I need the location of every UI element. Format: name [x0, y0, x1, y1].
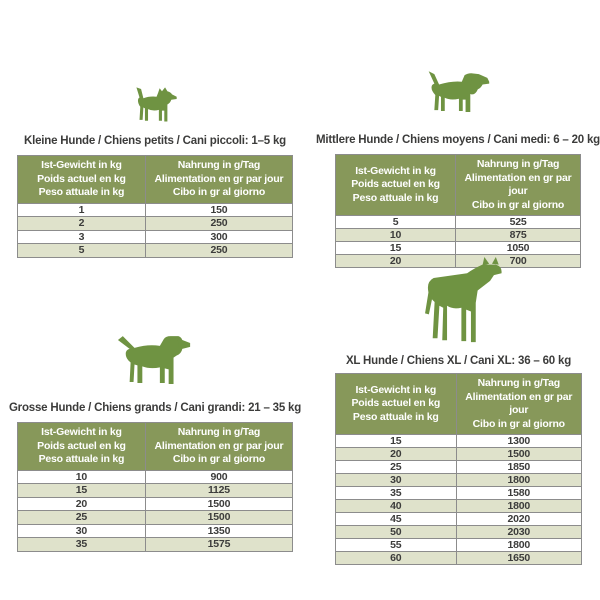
- header-line: Ist-Gewicht in kg: [355, 164, 436, 177]
- large-dogs-feeding-table: [17, 422, 293, 552]
- header-line: Cibo in gr al giorno: [172, 453, 266, 465]
- table-header-row: [336, 374, 582, 435]
- table-row: [336, 229, 581, 242]
- header-line: Alimentation en gr par jour: [465, 390, 573, 416]
- medium-dogs-feeding-table: [335, 154, 581, 268]
- table-row: [18, 524, 293, 538]
- large-dogs-title: Grosse Hunde / Chiens grands / Cani grandi: 21 – 35 kg: [8, 402, 302, 414]
- weight-cell: 40: [336, 500, 457, 513]
- weight-column-header: [18, 156, 146, 204]
- table-row: [336, 448, 582, 461]
- table-row: [18, 217, 293, 231]
- xl-dogs-title: XL Hunde / Chiens XL / Cani XL: 36 – 60 kg: [345, 355, 572, 367]
- header-line: Cibo in gr al giorno: [472, 417, 565, 430]
- table-row: [18, 538, 293, 552]
- xl-dog-icon-svg: [412, 257, 506, 345]
- food-column-header: [145, 423, 292, 471]
- header-line: Alimentation en gr par jour: [154, 439, 284, 452]
- medium-dogs-section: [316, 70, 600, 268]
- medium-dog-icon-svg: [423, 70, 493, 118]
- xl-dogs-section: [335, 257, 582, 565]
- weight-cell: 15: [18, 484, 146, 498]
- food-amount-cell: 2030: [456, 526, 581, 539]
- weight-cell: 15: [336, 242, 456, 255]
- table-row: [336, 474, 582, 487]
- weight-cell: 35: [336, 487, 457, 500]
- food-amount-cell: 1050: [456, 242, 581, 255]
- header-line: Peso attuale in kg: [352, 410, 439, 423]
- food-amount-cell: 1500: [145, 511, 292, 525]
- header-line: Nahrung in g/Tag: [476, 158, 560, 170]
- weight-cell: 50: [336, 526, 457, 539]
- xl-dog-icon: [412, 257, 506, 345]
- weight-cell: 45: [336, 513, 457, 526]
- food-column-header: [456, 155, 581, 216]
- food-amount-cell: 1575: [145, 538, 292, 552]
- table-row: [336, 242, 581, 255]
- food-amount-cell: 250: [145, 217, 292, 231]
- weight-cell: 20: [18, 497, 146, 511]
- food-amount-cell: 1580: [456, 487, 581, 500]
- food-amount-cell: 1500: [456, 448, 581, 461]
- header-line: Ist-Gewicht in kg: [355, 383, 437, 396]
- food-amount-cell: 250: [145, 244, 292, 258]
- table-row: [336, 487, 582, 500]
- table-row: [336, 513, 582, 526]
- table-row: [336, 539, 582, 552]
- food-amount-cell: 875: [456, 229, 581, 242]
- weight-cell: 3: [18, 230, 146, 244]
- header-line: Poids actuel en kg: [37, 172, 126, 185]
- table-header-row: [18, 423, 293, 471]
- table-row: [18, 484, 293, 498]
- food-amount-cell: 900: [145, 470, 292, 484]
- table-row: [18, 511, 293, 525]
- weight-cell: 20: [336, 255, 456, 268]
- table-row: [336, 435, 582, 448]
- header-line: Nahrung in g/Tag: [177, 159, 261, 171]
- header-line: Alimentation en gr par jour: [154, 172, 284, 185]
- weight-column-header: [336, 374, 457, 435]
- weight-cell: 15: [336, 435, 457, 448]
- weight-cell: 1: [18, 203, 146, 217]
- small-dog-icon-svg: [131, 84, 179, 128]
- weight-cell: 25: [18, 511, 146, 525]
- header-line: Cibo in gr al giorno: [471, 198, 565, 211]
- header-line: Ist-Gewicht in kg: [41, 159, 122, 171]
- food-amount-cell: 700: [456, 255, 581, 268]
- food-column-header: [456, 374, 581, 435]
- large-dog-icon-svg: [115, 333, 195, 392]
- table-row: [18, 470, 293, 484]
- header-line: Peso attuale in kg: [352, 191, 439, 204]
- weight-cell: 10: [18, 470, 146, 484]
- weight-column-header: [336, 155, 456, 216]
- food-amount-cell: 1800: [456, 500, 581, 513]
- weight-cell: 5: [18, 244, 146, 258]
- weight-cell: 20: [336, 448, 457, 461]
- weight-cell: 35: [18, 538, 146, 552]
- weight-cell: 10: [336, 229, 456, 242]
- table-row: [336, 552, 582, 565]
- header-line: Cibo in gr al giorno: [172, 186, 266, 198]
- weight-cell: 30: [18, 524, 146, 538]
- food-amount-cell: 300: [145, 230, 292, 244]
- large-dogs-section: [8, 332, 302, 552]
- weight-cell: 25: [336, 461, 457, 474]
- xl-dogs-feeding-table: [335, 373, 582, 565]
- food-amount-cell: 1500: [145, 497, 292, 511]
- header-line: Peso attuale in kg: [38, 186, 125, 198]
- header-line: Poids actuel en kg: [37, 439, 126, 452]
- table-row: [336, 461, 582, 474]
- weight-cell: 2: [18, 217, 146, 231]
- food-amount-cell: 1350: [145, 524, 292, 538]
- food-amount-cell: 2020: [456, 513, 581, 526]
- header-line: Peso attuale in kg: [38, 453, 125, 465]
- large-dog-icon: [115, 332, 195, 392]
- table-row: [336, 500, 582, 513]
- header-line: Poids actuel en kg: [351, 178, 440, 191]
- food-amount-cell: 1850: [456, 461, 581, 474]
- food-amount-cell: 150: [145, 203, 292, 217]
- table-row: [18, 497, 293, 511]
- header-line: Alimentation en gr par jour: [464, 171, 572, 197]
- table-header-row: [336, 155, 581, 216]
- food-amount-cell: 1300: [456, 435, 581, 448]
- header-line: Poids actuel en kg: [351, 397, 441, 410]
- weight-cell: 30: [336, 474, 457, 487]
- food-amount-cell: 1650: [456, 552, 581, 565]
- small-dog-icon: [131, 82, 179, 128]
- small-dogs-title: Kleine Hunde / Chiens petits / Cani piccoli: 1–5 kg: [23, 135, 287, 147]
- table-row: [18, 244, 293, 258]
- weight-cell: 5: [336, 216, 456, 229]
- table-header-row: [18, 156, 293, 204]
- food-amount-cell: 1800: [456, 539, 581, 552]
- header-line: Nahrung in g/Tag: [477, 377, 560, 389]
- small-dogs-section: [17, 82, 293, 258]
- weight-cell: 55: [336, 539, 457, 552]
- food-amount-cell: 1125: [145, 484, 292, 498]
- food-column-header: [145, 156, 292, 204]
- medium-dogs-title: Mittlere Hunde / Chiens moyens / Cani medi: 6 – 20 kg: [316, 134, 600, 146]
- food-amount-cell: 525: [456, 216, 581, 229]
- weight-column-header: [18, 423, 146, 471]
- weight-cell: 60: [336, 552, 457, 565]
- food-amount-cell: 1800: [456, 474, 581, 487]
- table-row: [18, 230, 293, 244]
- table-row: [336, 526, 582, 539]
- header-line: Ist-Gewicht in kg: [41, 426, 122, 438]
- header-line: Nahrung in g/Tag: [177, 426, 261, 438]
- medium-dog-icon: [423, 70, 493, 118]
- table-row: [18, 203, 293, 217]
- table-row: [336, 216, 581, 229]
- small-dogs-feeding-table: [17, 155, 293, 258]
